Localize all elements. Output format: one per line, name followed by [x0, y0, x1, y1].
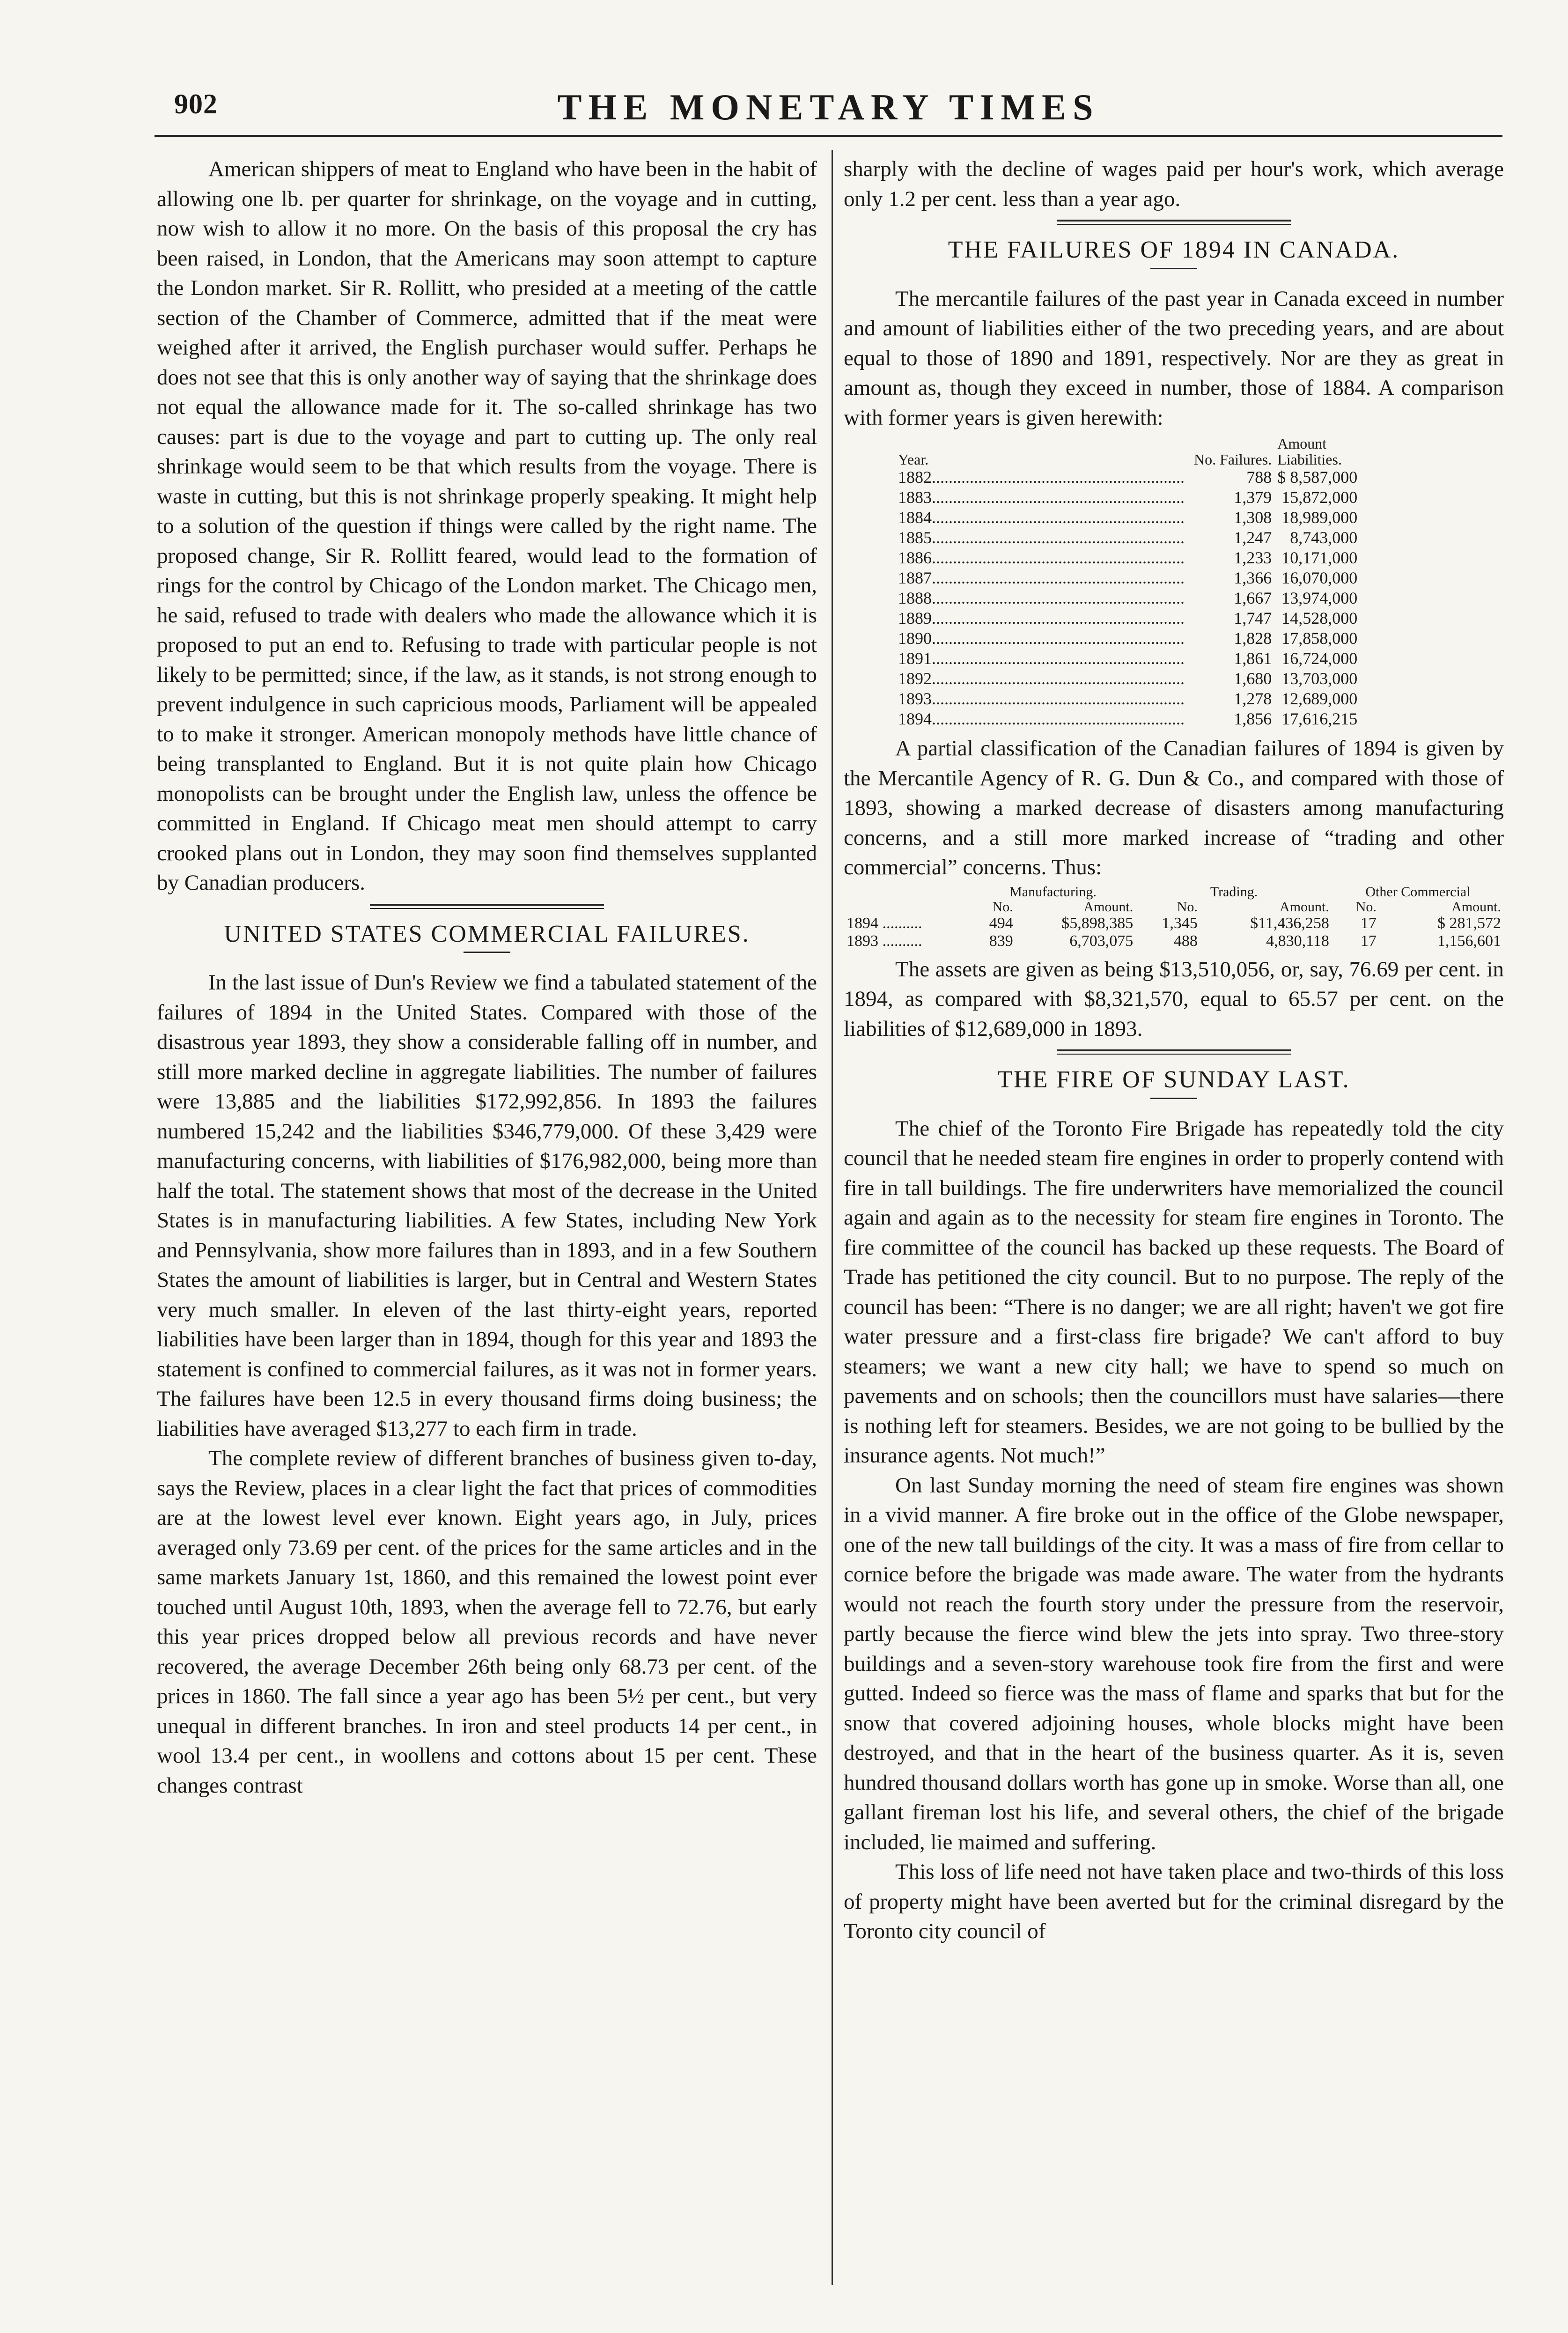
year-cell: 1890............................................................ [898, 629, 1185, 648]
failures-cell: 1,366 [1234, 568, 1272, 587]
leader-dots: .......... [882, 932, 922, 950]
failures-cell: 1,680 [1234, 669, 1272, 688]
table-row [895, 588, 1360, 608]
col-header-amount-bottom: Liabilities. [1277, 451, 1342, 468]
sub-header-no: No. [1177, 899, 1198, 915]
leader-dots: ............................................................ [932, 468, 1185, 487]
group-header-manufacturing: Manufacturing. [1009, 884, 1097, 900]
section-title-fire: THE FIRE OF SUNDAY LAST. [997, 1066, 1350, 1093]
table-row [895, 508, 1360, 528]
leader-dots: ............................................................ [932, 669, 1185, 688]
leader-dots: ............................................................ [932, 568, 1185, 587]
fire-paragraph-3: This loss of life need not have taken place and two-thirds of this loss of property might have been averted but for the criminal disregard by the Toronto city council of [844, 1860, 1504, 1943]
failures-cell: 1,747 [1234, 609, 1272, 628]
sub-header-no: No. [1355, 899, 1377, 915]
amount-cell: 8,743,000 [1290, 528, 1358, 547]
table-row [895, 689, 1360, 709]
year-cell: 1894............................................................ [898, 709, 1185, 728]
table-row [844, 915, 1504, 932]
failures-cell: 1,856 [1234, 709, 1272, 728]
failures-cell: 788 [1246, 468, 1272, 487]
value-cell: 4,830,118 [1266, 932, 1329, 950]
fire-paragraph-2: On last Sunday morning the need of steam fire engines was shown in a vivid manner. A fire broke out in the office of the Globe newspaper, one of the new tall buildings of the city. It was a mass of fire from cellar to cornice before the brigade was made aware. The water from the hydrants would not reach the fourth story under the pressure from the reservoir, partly because the fierce wind blew the jets into spray. Two three-story buildings and a seven-story warehouse took fire from the first and were gutted. Indeed so fierce was the mass of flame and sparks that but for the snow that covered adjoining houses, whole blocks might have been destroyed, and that in the heart of the business quarter. As it is, seven hundred thousand dollars worth has gone up in smoke. Worse than all, one gallant fireman lost his life, and several others, the chief of the brigade included, lie maimed and suffering. [844, 1473, 1504, 1854]
table-row [895, 649, 1360, 669]
value-cell: 17 [1360, 932, 1377, 950]
leader-dots: ............................................................ [932, 649, 1185, 668]
amount-cell: 16,070,000 [1281, 568, 1358, 587]
value-cell: 17 [1360, 914, 1377, 932]
year-cell: 1888............................................................ [898, 589, 1185, 607]
meat-shrinkage-paragraph: American shippers of meat to England who have been in the habit of allowing one lb. per quarter for shrinkage, on the voyage and in cutting, now wish to allow it no more. On the basis of this proposal the cry has been raised, in London, that the Americans may soon attempt to capture the London market. Sir R. Rollitt, who presided at a meeting of the cattle section of the Chamber of Commerce, admitted that if the meat were weighed after it arrived, the English purchaser would suffer. Perhaps he does not see that this is only another way of saying that the shrinkage does not equal the allowance made for it. The so-called shrinkage has two causes: part is due to the voyage and part to cutting up. The only real shrinkage would seem to be that which results from the voyage. There is waste in cutting, but this is not shrinkage properly speaking. It might help to a solution of the question if things were called by the right name. The proposed change, Sir R. Rollitt feared, would lead to the formation of rings for the control by Chicago of the London market. The Chicago men, he said, refused to trade with dealers who made the allowance which it is proposed to put an end to. Refusing to trade with particular people is not likely to be permitted; since, if the law, as it stands, is not strong enough to prevent indulgence in such capricious moods, Parliament will be appealed to to make it stronger. American monopoly methods have little chance of being transplanted to England. But it is not quite plain how Chicago monopolists can be brought under the English law, unless the offence be committed in England. If Chicago meat men should attempt to carry crooked plans out in London, they may soon find themselves supplanted by Canadian producers. [157, 157, 817, 895]
amount-cell: 17,858,000 [1281, 629, 1358, 648]
leader-dots: ............................................................ [932, 609, 1185, 628]
table-body [895, 467, 1360, 729]
leader-dots: ............................................................ [932, 689, 1185, 708]
amount-cell: 18,989,000 [1281, 508, 1358, 527]
leader-dots: ............................................................ [932, 709, 1185, 728]
leader-dots: ............................................................ [932, 629, 1185, 648]
value-cell: $ 281,572 [1437, 914, 1501, 932]
failures-cell: 1,379 [1234, 488, 1272, 507]
canada-failures-paragraph-3: The assets are given as being $13,510,056, or, say, 76.69 per cent. in 1894, as compared with $8,321,570, equal to 65.57 per cent. on the liabilities of $12,689,000 in 1893. [844, 957, 1504, 1041]
col-header-failures: No. Failures. [1194, 451, 1272, 468]
value-cell: 494 [989, 914, 1013, 932]
failures-cell: 1,233 [1234, 548, 1272, 567]
table-sub-header-row [844, 900, 1504, 915]
title-underline [1150, 1098, 1197, 1099]
value-cell: $11,436,258 [1250, 914, 1329, 932]
section-title-us-failures: UNITED STATES COMMERCIAL FAILURES. [224, 920, 750, 947]
value-cell: 6,703,075 [1069, 932, 1134, 950]
column-divider [832, 150, 833, 2285]
amount-cell: 13,703,000 [1281, 669, 1358, 688]
value-cell: 488 [1173, 932, 1198, 950]
amount-cell: 16,724,000 [1281, 649, 1358, 668]
sub-header-no: No. [992, 899, 1013, 915]
section-rule [370, 904, 604, 909]
amount-cell: 10,171,000 [1281, 548, 1358, 567]
empty-header-cell [844, 900, 970, 915]
page-number: 902 [174, 89, 218, 119]
col-header-amount [1274, 436, 1360, 467]
table-row [895, 528, 1360, 548]
canada-classification-table [844, 885, 1504, 950]
table-row [895, 628, 1360, 649]
amount-cell: $ 8,587,000 [1277, 468, 1358, 487]
left-column [157, 155, 817, 1801]
table-row [895, 709, 1360, 729]
year-cell: 1882............................................................ [898, 468, 1185, 487]
amount-cell: 12,689,000 [1281, 689, 1358, 708]
canada-failures-paragraph-1: The mercantile failures of the past year in Canada exceed in number and amount of liabilities either of the two preceding years, and are about equal to those of 1890 and 1891, respectively. Nor are they as great in amount as, though they exceed in number, those of 1884. A comparison with former years is given herewith: [844, 286, 1504, 430]
amount-cell: 13,974,000 [1281, 589, 1358, 607]
year-cell: 1893............................................................ [898, 689, 1185, 708]
page-header [155, 80, 1502, 140]
value-cell: $5,898,385 [1061, 914, 1134, 932]
year-cell: 1891............................................................ [898, 649, 1185, 668]
leader-dots: ............................................................ [932, 488, 1185, 507]
leader-dots: ............................................................ [932, 528, 1185, 547]
col-header-amount-top: Amount [1277, 435, 1327, 452]
empty-header-cell [844, 885, 970, 900]
title-underline [1150, 268, 1197, 269]
sub-header-amount: Amount. [1280, 899, 1329, 915]
value-cell: 839 [989, 932, 1013, 950]
table-row [895, 608, 1360, 628]
leader-dots: ............................................................ [932, 589, 1185, 607]
header-rule [155, 135, 1502, 137]
continued-paragraph: sharply with the decline of wages paid per hour's work, which average only 1.2 per cent. less than a year ago. [844, 157, 1504, 211]
failures-cell: 1,308 [1234, 508, 1272, 527]
group-header-other: Other Commercial [1365, 884, 1471, 900]
table-row [895, 487, 1360, 508]
year-cell: 1885............................................................ [898, 528, 1185, 547]
amount-cell: 14,528,000 [1281, 609, 1358, 628]
table-header-row [895, 436, 1360, 467]
fire-paragraph-1: The chief of the Toronto Fire Brigade has repeatedly told the city council that he needed steam fire engines in order to properly contend with fire in tall buildings. The fire underwriters have memorialized the council again and again as to the necessity for steam fire engines in Toronto. The fire committee of the council has backed up these requests. The Board of Trade has petitioned the city council. But to no purpose. The reply of the council has been: “There is no danger; we are all right; haven't we got fire water pressure and a first-class fire brigade? We can't afford to buy steamers; we want a new city hall; we have to spend so much on pavements and on schools; then the councillors must have salaries—there is nothing left for steamers. Besides, we are not going to be bullied by the insurance agents. Not much!” [844, 1116, 1504, 1468]
failures-cell: 1,828 [1234, 629, 1272, 648]
value-cell: 1,156,601 [1437, 932, 1501, 950]
failures-cell: 1,861 [1234, 649, 1272, 668]
title-underline [464, 952, 510, 953]
value-cell: 1,345 [1162, 914, 1198, 932]
table-row [895, 568, 1360, 588]
table-row [895, 467, 1360, 487]
amount-cell: 15,872,000 [1281, 488, 1358, 507]
leader-dots: ............................................................ [932, 508, 1185, 527]
year-cell: 1884............................................................ [898, 508, 1185, 527]
group-header-trading: Trading. [1210, 884, 1258, 900]
year-cell: 1892............................................................ [898, 669, 1185, 688]
canada-failures-paragraph-2: A partial classification of the Canadian failures of 1894 is given by the Mercantile Agency of R. G. Dun & Co., and compared with those of 1893, showing a marked decrease of disasters among manufacturing concerns, and a still more marked increase of “trading and other commercial” concerns. Thus: [844, 736, 1504, 879]
year-cell: 1883............................................................ [898, 488, 1185, 507]
table-body [844, 915, 1504, 950]
amount-cell: 17,616,215 [1281, 709, 1358, 728]
year-cell: 1894 .......... [847, 914, 922, 932]
canada-failures-by-year-table [895, 436, 1360, 729]
us-failures-paragraph-2: The complete review of different branches of business given to-day, says the Review, places in a clear light the fact that prices of commodities are at the lowest level ever known. Eight years ago, in July, prices averaged only 73.69 per cent. of the prices for the same articles and in the same markets January 1st, 1860, and this remained the lowest point ever touched until August 10th, 1893, when the average fell to 72.76, but early this year prices dropped below all previous records and have never recovered, the average December 26th being only 68.73 per cent. of the prices in 1860. The fall since a year ago has been 5½ per cent., but very unequal in different branches. In iron and steel products 14 per cent., in wool 13.4 per cent., in woollens and cottons about 15 per cent. These changes contrast [157, 1446, 817, 1798]
sub-header-amount: Amount. [1451, 899, 1501, 915]
year-cell: 1889............................................................ [898, 609, 1185, 628]
table-row [844, 932, 1504, 950]
us-failures-paragraph-1: In the last issue of Dun's Review we find a tabulated statement of the failures of 1894 in the United States. Compared with those of the disastrous year 1893, they show a considerable falling off in number, and still more marked decline in aggregate liabilities. The number of failures were 13,885 and the liabilities $172,992,856. In 1893 the failures numbered 15,242 and the liabilities $346,779,000. Of these 3,429 were manufacturing concerns, with liabilities of $176,982,000, being more than half the total. The statement shows that most of the decrease in the United States is in manufacturing liabilities. A few States, including New York and Pennsylvania, show more failures than in 1893, and in a few Southern States the amount of liabilities is larger, but in Central and Western States very much smaller. In eleven of the last thirty-eight years, reported liabilities have been larger than in 1894, though for this year and 1893 the statement is confined to commercial failures, as it was not in former years. The failures have been 12.5 in every thousand firms doing business; the liabilities have averaged $13,277 to each firm in trade. [157, 970, 817, 1441]
table-row [895, 669, 1360, 689]
leader-dots: ............................................................ [932, 548, 1185, 567]
leader-dots: .......... [882, 914, 922, 932]
section-rule [1057, 1049, 1291, 1055]
table-row [895, 548, 1360, 568]
failures-cell: 1,278 [1234, 689, 1272, 708]
section-rule [1057, 220, 1291, 225]
sub-header-amount: Amount. [1083, 899, 1134, 915]
failures-cell: 1,247 [1234, 528, 1272, 547]
year-cell: 1893 .......... [847, 932, 922, 950]
col-header-year: Year. [898, 451, 929, 468]
year-cell: 1886............................................................ [898, 548, 1185, 567]
table-group-header-row [844, 885, 1504, 900]
year-cell: 1887............................................................ [898, 568, 1185, 587]
right-column [844, 155, 1504, 1947]
failures-cell: 1,667 [1234, 589, 1272, 607]
section-title-canada-failures: THE FAILURES OF 1894 IN CANADA. [948, 236, 1400, 263]
publication-title: THE MONETARY TIMES [557, 87, 1100, 127]
